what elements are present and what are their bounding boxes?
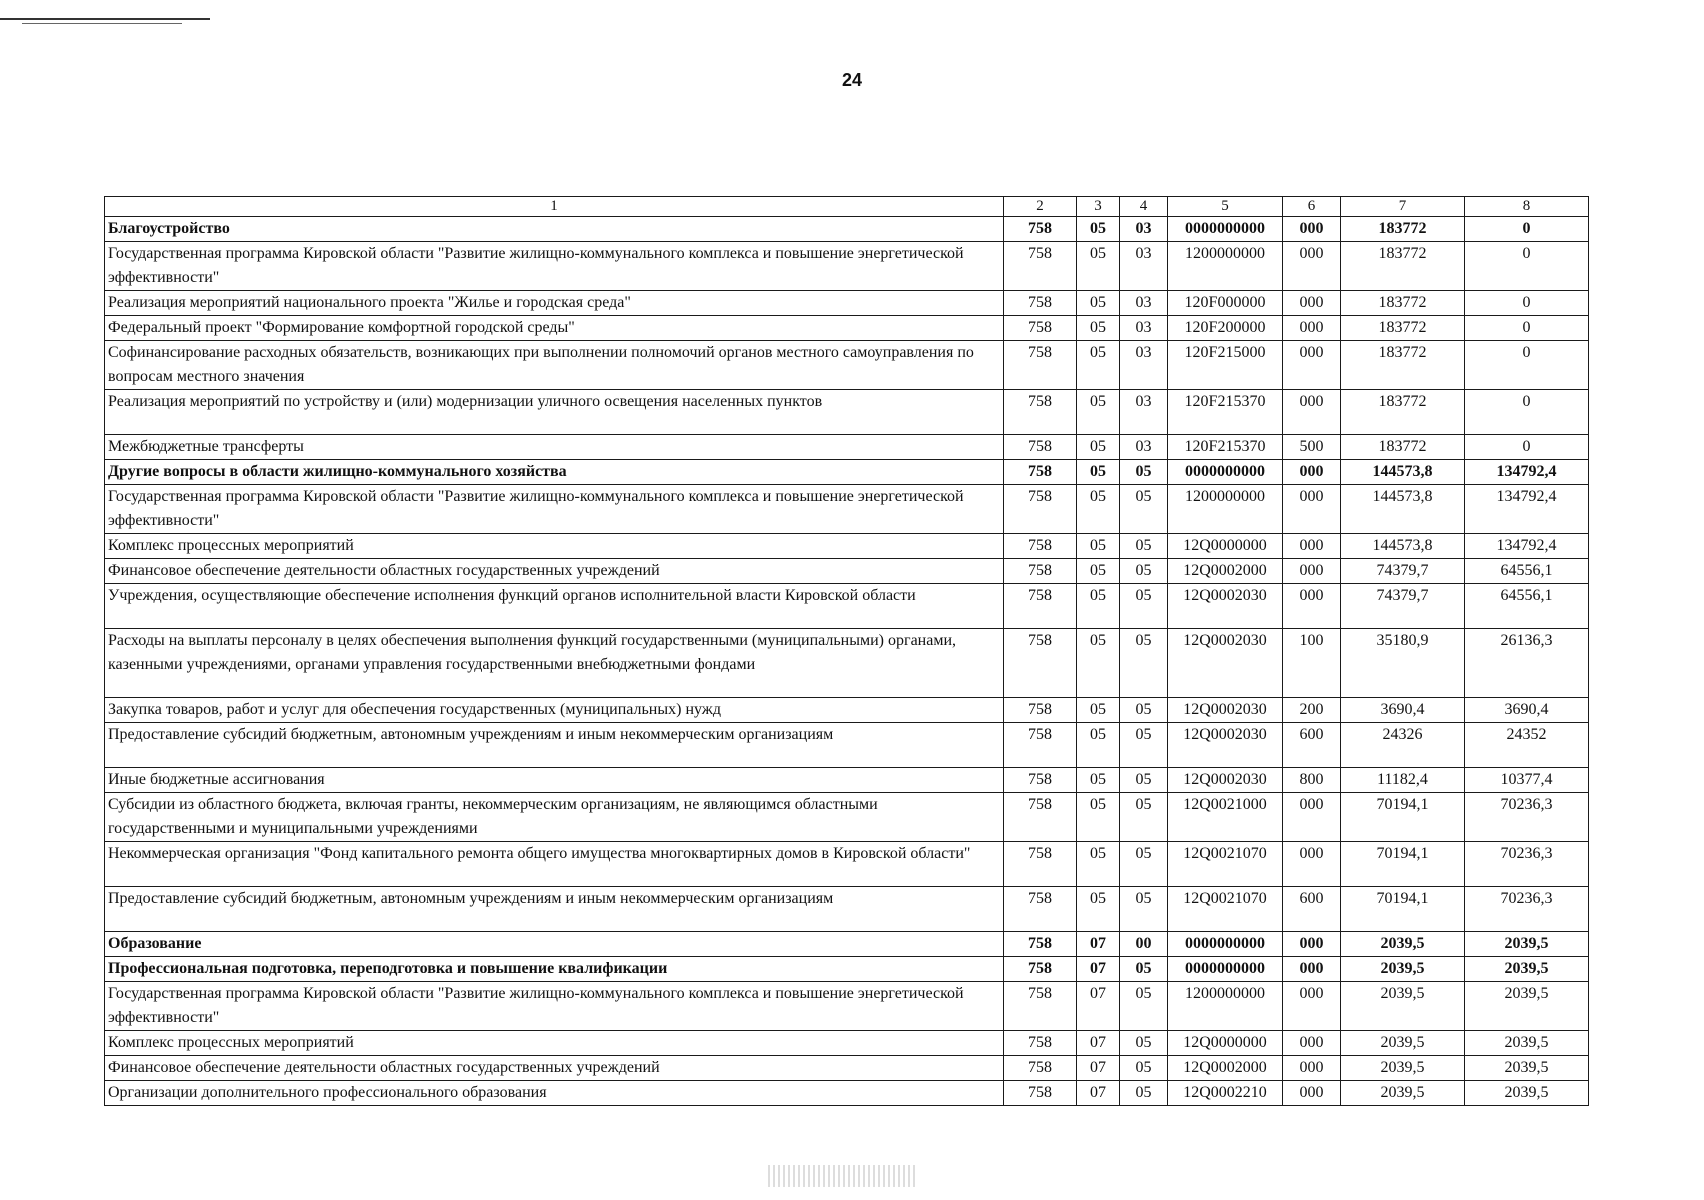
cell-amount-year1: 144573,8 xyxy=(1341,460,1465,485)
cell-expense-type: 100 xyxy=(1283,629,1341,698)
row-name: Финансовое обеспечение деятельности областных государственных учреждений xyxy=(105,559,1004,584)
cell-subsection: 03 xyxy=(1120,316,1168,341)
cell-ministry-code: 758 xyxy=(1004,1056,1077,1081)
table-row xyxy=(105,460,1589,485)
cell-section: 05 xyxy=(1077,390,1120,435)
cell-amount-year1: 144573,8 xyxy=(1341,534,1465,559)
cell-subsection: 05 xyxy=(1120,982,1168,1031)
cell-expense-type: 000 xyxy=(1283,390,1341,435)
row-name: Предоставление субсидий бюджетным, автономным учреждениям и иным некоммерческим организациям xyxy=(105,887,1004,932)
cell-section: 05 xyxy=(1077,559,1120,584)
cell-amount-year2: 134792,4 xyxy=(1465,485,1589,534)
cell-ministry-code: 758 xyxy=(1004,698,1077,723)
cell-section: 05 xyxy=(1077,723,1120,768)
cell-subsection: 03 xyxy=(1120,242,1168,291)
cell-target-article: 0000000000 xyxy=(1168,932,1283,957)
row-name: Организации дополнительного профессионального образования xyxy=(105,1081,1004,1106)
cell-amount-year2: 0 xyxy=(1465,217,1589,242)
cell-amount-year2: 2039,5 xyxy=(1465,957,1589,982)
cell-target-article: 12Q0002210 xyxy=(1168,1081,1283,1106)
cell-subsection: 00 xyxy=(1120,932,1168,957)
row-name: Межбюджетные трансферты xyxy=(105,435,1004,460)
cell-ministry-code: 758 xyxy=(1004,485,1077,534)
cell-section: 05 xyxy=(1077,341,1120,390)
row-name: Субсидии из областного бюджета, включая гранты, некоммерческим организациям, не являющимся областными государственными и муниципальными учреждениями xyxy=(105,793,1004,842)
cell-ministry-code: 758 xyxy=(1004,316,1077,341)
cell-expense-type: 000 xyxy=(1283,793,1341,842)
table-row xyxy=(105,217,1589,242)
table-header xyxy=(105,197,1589,217)
row-name: Государственная программа Кировской области "Развитие жилищно-коммунального комплекса и повышение энергетической эффективности" xyxy=(105,485,1004,534)
row-name: Иные бюджетные ассигнования xyxy=(105,768,1004,793)
cell-target-article: 120F215000 xyxy=(1168,341,1283,390)
cell-section: 05 xyxy=(1077,435,1120,460)
cell-amount-year1: 183772 xyxy=(1341,242,1465,291)
cell-target-article: 1200000000 xyxy=(1168,485,1283,534)
row-name: Финансовое обеспечение деятельности областных государственных учреждений xyxy=(105,1056,1004,1081)
cell-subsection: 05 xyxy=(1120,1031,1168,1056)
cell-amount-year1: 183772 xyxy=(1341,316,1465,341)
cell-ministry-code: 758 xyxy=(1004,217,1077,242)
cell-amount-year2: 0 xyxy=(1465,316,1589,341)
cell-subsection: 05 xyxy=(1120,793,1168,842)
cell-section: 07 xyxy=(1077,982,1120,1031)
row-name: Учреждения, осуществляющие обеспечение исполнения функций органов исполнительной власти Кировской области xyxy=(105,584,1004,629)
cell-section: 07 xyxy=(1077,1056,1120,1081)
cell-amount-year2: 0 xyxy=(1465,341,1589,390)
table-row xyxy=(105,341,1589,390)
cell-amount-year2: 64556,1 xyxy=(1465,584,1589,629)
column-header: 8 xyxy=(1465,197,1589,217)
cell-section: 05 xyxy=(1077,460,1120,485)
row-name: Закупка товаров, работ и услуг для обеспечения государственных (муниципальных) нужд xyxy=(105,698,1004,723)
cell-section: 07 xyxy=(1077,1031,1120,1056)
cell-amount-year2: 134792,4 xyxy=(1465,534,1589,559)
cell-subsection: 05 xyxy=(1120,1081,1168,1106)
cell-target-article: 12Q0002030 xyxy=(1168,698,1283,723)
cell-ministry-code: 758 xyxy=(1004,534,1077,559)
cell-section: 05 xyxy=(1077,629,1120,698)
cell-amount-year2: 134792,4 xyxy=(1465,460,1589,485)
cell-expense-type: 000 xyxy=(1283,291,1341,316)
cell-expense-type: 000 xyxy=(1283,534,1341,559)
cell-subsection: 05 xyxy=(1120,842,1168,887)
cell-expense-type: 000 xyxy=(1283,485,1341,534)
cell-ministry-code: 758 xyxy=(1004,887,1077,932)
table-row xyxy=(105,842,1589,887)
row-name: Расходы на выплаты персоналу в целях обеспечения выполнения функций государственными (муниципальными) органами, казенными учреждениями, органами управления государственными внебюджетными фондами xyxy=(105,629,1004,698)
cell-subsection: 05 xyxy=(1120,1056,1168,1081)
row-name: Предоставление субсидий бюджетным, автономным учреждениям и иным некоммерческим организациям xyxy=(105,723,1004,768)
cell-ministry-code: 758 xyxy=(1004,1031,1077,1056)
cell-section: 05 xyxy=(1077,242,1120,291)
cell-subsection: 03 xyxy=(1120,390,1168,435)
cell-amount-year1: 2039,5 xyxy=(1341,982,1465,1031)
table-row xyxy=(105,316,1589,341)
cell-subsection: 03 xyxy=(1120,341,1168,390)
cell-target-article: 12Q0021070 xyxy=(1168,887,1283,932)
column-header: 6 xyxy=(1283,197,1341,217)
cell-ministry-code: 758 xyxy=(1004,242,1077,291)
cell-target-article: 120F215370 xyxy=(1168,435,1283,460)
cell-target-article: 12Q0002030 xyxy=(1168,584,1283,629)
column-header: 1 xyxy=(105,197,1004,217)
cell-section: 05 xyxy=(1077,534,1120,559)
cell-expense-type: 500 xyxy=(1283,435,1341,460)
cell-expense-type: 000 xyxy=(1283,242,1341,291)
cell-section: 07 xyxy=(1077,1081,1120,1106)
cell-target-article: 12Q0002030 xyxy=(1168,723,1283,768)
table-row xyxy=(105,932,1589,957)
cell-amount-year2: 0 xyxy=(1465,291,1589,316)
cell-subsection: 05 xyxy=(1120,460,1168,485)
table-row xyxy=(105,1031,1589,1056)
cell-amount-year1: 2039,5 xyxy=(1341,1081,1465,1106)
cell-expense-type: 000 xyxy=(1283,957,1341,982)
cell-section: 05 xyxy=(1077,485,1120,534)
cell-subsection: 05 xyxy=(1120,534,1168,559)
cell-ministry-code: 758 xyxy=(1004,584,1077,629)
cell-subsection: 05 xyxy=(1120,957,1168,982)
budget-table xyxy=(104,196,1589,1106)
cell-expense-type: 800 xyxy=(1283,768,1341,793)
cell-target-article: 12Q0021000 xyxy=(1168,793,1283,842)
cell-expense-type: 000 xyxy=(1283,932,1341,957)
cell-section: 05 xyxy=(1077,842,1120,887)
cell-amount-year2: 2039,5 xyxy=(1465,982,1589,1031)
cell-expense-type: 000 xyxy=(1283,460,1341,485)
cell-amount-year1: 183772 xyxy=(1341,291,1465,316)
cell-ministry-code: 758 xyxy=(1004,390,1077,435)
cell-subsection: 03 xyxy=(1120,291,1168,316)
cell-target-article: 0000000000 xyxy=(1168,217,1283,242)
cell-ministry-code: 758 xyxy=(1004,957,1077,982)
cell-expense-type: 000 xyxy=(1283,316,1341,341)
cell-subsection: 05 xyxy=(1120,584,1168,629)
cell-expense-type: 000 xyxy=(1283,842,1341,887)
row-name: Комплекс процессных мероприятий xyxy=(105,534,1004,559)
cell-target-article: 0000000000 xyxy=(1168,957,1283,982)
cell-amount-year2: 3690,4 xyxy=(1465,698,1589,723)
cell-expense-type: 000 xyxy=(1283,1031,1341,1056)
cell-amount-year2: 70236,3 xyxy=(1465,793,1589,842)
cell-expense-type: 000 xyxy=(1283,1056,1341,1081)
cell-amount-year2: 24352 xyxy=(1465,723,1589,768)
cell-amount-year1: 2039,5 xyxy=(1341,1031,1465,1056)
cell-subsection: 03 xyxy=(1120,217,1168,242)
cell-target-article: 12Q0002030 xyxy=(1168,768,1283,793)
cell-ministry-code: 758 xyxy=(1004,768,1077,793)
cell-ministry-code: 758 xyxy=(1004,1081,1077,1106)
cell-target-article: 0000000000 xyxy=(1168,460,1283,485)
row-name: Благоустройство xyxy=(105,217,1004,242)
cell-expense-type: 200 xyxy=(1283,698,1341,723)
cell-amount-year1: 70194,1 xyxy=(1341,793,1465,842)
cell-ministry-code: 758 xyxy=(1004,723,1077,768)
cell-amount-year2: 64556,1 xyxy=(1465,559,1589,584)
cell-subsection: 05 xyxy=(1120,723,1168,768)
cell-amount-year1: 2039,5 xyxy=(1341,1056,1465,1081)
cell-subsection: 05 xyxy=(1120,559,1168,584)
cell-ministry-code: 758 xyxy=(1004,291,1077,316)
cell-amount-year1: 3690,4 xyxy=(1341,698,1465,723)
table-body xyxy=(105,217,1589,1106)
cell-ministry-code: 758 xyxy=(1004,932,1077,957)
cell-ministry-code: 758 xyxy=(1004,793,1077,842)
cell-section: 05 xyxy=(1077,316,1120,341)
column-header: 4 xyxy=(1120,197,1168,217)
table-row xyxy=(105,435,1589,460)
cell-subsection: 05 xyxy=(1120,887,1168,932)
cell-amount-year2: 10377,4 xyxy=(1465,768,1589,793)
table-row xyxy=(105,559,1589,584)
scan-stamp-mark xyxy=(768,1165,918,1187)
column-header: 2 xyxy=(1004,197,1077,217)
cell-amount-year2: 2039,5 xyxy=(1465,1056,1589,1081)
cell-target-article: 12Q0021070 xyxy=(1168,842,1283,887)
cell-subsection: 05 xyxy=(1120,629,1168,698)
cell-amount-year1: 35180,9 xyxy=(1341,629,1465,698)
cell-amount-year1: 2039,5 xyxy=(1341,957,1465,982)
cell-ministry-code: 758 xyxy=(1004,435,1077,460)
cell-section: 05 xyxy=(1077,217,1120,242)
cell-ministry-code: 758 xyxy=(1004,982,1077,1031)
cell-subsection: 05 xyxy=(1120,698,1168,723)
cell-ministry-code: 758 xyxy=(1004,629,1077,698)
column-header: 5 xyxy=(1168,197,1283,217)
column-header: 3 xyxy=(1077,197,1120,217)
table-row xyxy=(105,534,1589,559)
table-row xyxy=(105,629,1589,698)
row-name: Профессиональная подготовка, переподготовка и повышение квалификации xyxy=(105,957,1004,982)
cell-target-article: 1200000000 xyxy=(1168,982,1283,1031)
row-name: Софинансирование расходных обязательств, возникающих при выполнении полномочий органов местного самоуправления по вопросам местного значения xyxy=(105,341,1004,390)
row-name: Федеральный проект "Формирование комфортной городской среды" xyxy=(105,316,1004,341)
table-row xyxy=(105,1056,1589,1081)
table-row xyxy=(105,242,1589,291)
cell-amount-year2: 26136,3 xyxy=(1465,629,1589,698)
cell-expense-type: 600 xyxy=(1283,887,1341,932)
cell-subsection: 05 xyxy=(1120,768,1168,793)
table-row xyxy=(105,768,1589,793)
cell-amount-year1: 183772 xyxy=(1341,217,1465,242)
scan-artifact-line xyxy=(22,23,182,24)
row-name: Реализация мероприятий национального проекта "Жилье и городская среда" xyxy=(105,291,1004,316)
cell-amount-year2: 0 xyxy=(1465,435,1589,460)
table-row xyxy=(105,723,1589,768)
header-row xyxy=(105,197,1589,217)
cell-target-article: 120F000000 xyxy=(1168,291,1283,316)
page-number: 24 xyxy=(841,70,863,90)
cell-amount-year1: 183772 xyxy=(1341,390,1465,435)
cell-target-article: 12Q0002000 xyxy=(1168,1056,1283,1081)
cell-target-article: 1200000000 xyxy=(1168,242,1283,291)
cell-ministry-code: 758 xyxy=(1004,341,1077,390)
cell-target-article: 12Q0000000 xyxy=(1168,1031,1283,1056)
row-name: Государственная программа Кировской области "Развитие жилищно-коммунального комплекса и повышение энергетической эффективности" xyxy=(105,982,1004,1031)
cell-section: 07 xyxy=(1077,932,1120,957)
cell-ministry-code: 758 xyxy=(1004,460,1077,485)
cell-amount-year2: 70236,3 xyxy=(1465,887,1589,932)
cell-target-article: 120F215370 xyxy=(1168,390,1283,435)
table-row xyxy=(105,584,1589,629)
cell-amount-year1: 183772 xyxy=(1341,341,1465,390)
cell-expense-type: 000 xyxy=(1283,982,1341,1031)
cell-ministry-code: 758 xyxy=(1004,559,1077,584)
cell-amount-year2: 2039,5 xyxy=(1465,1031,1589,1056)
cell-expense-type: 000 xyxy=(1283,1081,1341,1106)
cell-expense-type: 600 xyxy=(1283,723,1341,768)
cell-ministry-code: 758 xyxy=(1004,842,1077,887)
table-row xyxy=(105,982,1589,1031)
cell-subsection: 05 xyxy=(1120,485,1168,534)
cell-amount-year2: 2039,5 xyxy=(1465,1081,1589,1106)
cell-section: 05 xyxy=(1077,793,1120,842)
cell-section: 05 xyxy=(1077,584,1120,629)
cell-amount-year1: 24326 xyxy=(1341,723,1465,768)
cell-amount-year1: 74379,7 xyxy=(1341,559,1465,584)
cell-target-article: 12Q0002000 xyxy=(1168,559,1283,584)
cell-amount-year2: 70236,3 xyxy=(1465,842,1589,887)
cell-amount-year1: 11182,4 xyxy=(1341,768,1465,793)
table-row xyxy=(105,291,1589,316)
table-row xyxy=(105,887,1589,932)
cell-amount-year1: 74379,7 xyxy=(1341,584,1465,629)
cell-expense-type: 000 xyxy=(1283,584,1341,629)
table-row xyxy=(105,485,1589,534)
cell-expense-type: 000 xyxy=(1283,217,1341,242)
cell-section: 05 xyxy=(1077,887,1120,932)
table-row xyxy=(105,390,1589,435)
cell-section: 07 xyxy=(1077,957,1120,982)
cell-target-article: 12Q0002030 xyxy=(1168,629,1283,698)
cell-amount-year2: 0 xyxy=(1465,390,1589,435)
cell-target-article: 120F200000 xyxy=(1168,316,1283,341)
row-name: Другие вопросы в области жилищно-коммунального хозяйства xyxy=(105,460,1004,485)
cell-amount-year1: 70194,1 xyxy=(1341,842,1465,887)
scan-artifact-line xyxy=(0,18,210,20)
cell-subsection: 03 xyxy=(1120,435,1168,460)
table-row xyxy=(105,957,1589,982)
cell-section: 05 xyxy=(1077,698,1120,723)
cell-amount-year2: 2039,5 xyxy=(1465,932,1589,957)
table-row xyxy=(105,698,1589,723)
cell-amount-year1: 70194,1 xyxy=(1341,887,1465,932)
cell-expense-type: 000 xyxy=(1283,559,1341,584)
cell-expense-type: 000 xyxy=(1283,341,1341,390)
cell-amount-year1: 144573,8 xyxy=(1341,485,1465,534)
row-name: Государственная программа Кировской области "Развитие жилищно-коммунального комплекса и повышение энергетической эффективности" xyxy=(105,242,1004,291)
row-name: Реализация мероприятий по устройству и (или) модернизации уличного освещения населенных пунктов xyxy=(105,390,1004,435)
column-header: 7 xyxy=(1341,197,1465,217)
cell-amount-year1: 183772 xyxy=(1341,435,1465,460)
cell-section: 05 xyxy=(1077,291,1120,316)
cell-section: 05 xyxy=(1077,768,1120,793)
table-row xyxy=(105,1081,1589,1106)
table-row xyxy=(105,793,1589,842)
cell-amount-year2: 0 xyxy=(1465,242,1589,291)
cell-target-article: 12Q0000000 xyxy=(1168,534,1283,559)
row-name: Некоммерческая организация "Фонд капитального ремонта общего имущества многоквартирных домов в Кировской области" xyxy=(105,842,1004,887)
row-name: Комплекс процессных мероприятий xyxy=(105,1031,1004,1056)
row-name: Образование xyxy=(105,932,1004,957)
cell-amount-year1: 2039,5 xyxy=(1341,932,1465,957)
